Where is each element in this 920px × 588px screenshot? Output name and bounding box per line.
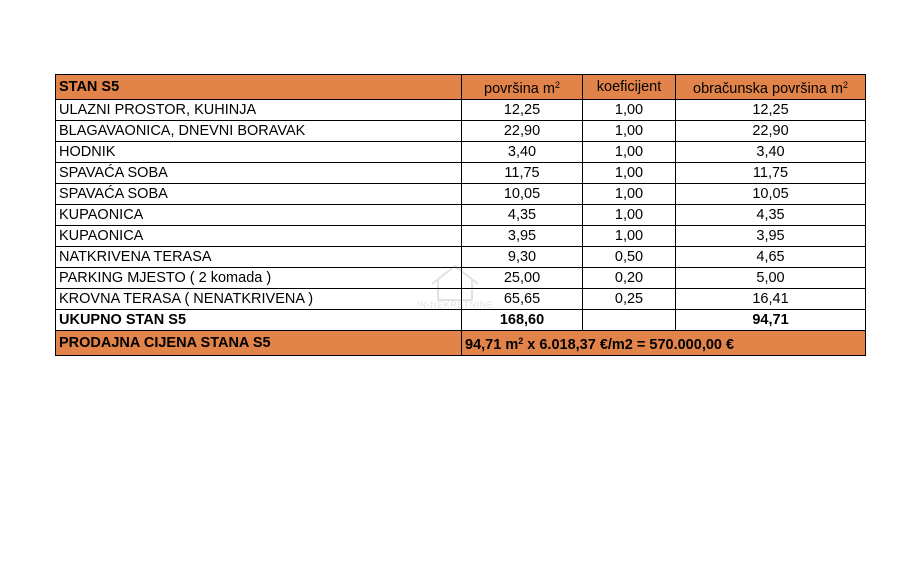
- table-row: [56, 226, 866, 247]
- calculated-area-cell: 3,40: [676, 142, 866, 163]
- total-calculated-area: 94,71: [676, 310, 866, 331]
- room-name-cell: PARKING MJESTO ( 2 komada ): [56, 268, 462, 289]
- price-formula-superscript: 2: [518, 336, 524, 346]
- calculated-area-column-superscript: 2: [842, 80, 848, 90]
- area-column-superscript: 2: [554, 80, 560, 90]
- price-formula-area: 94,71 m: [465, 337, 519, 353]
- total-row: [56, 310, 866, 331]
- room-name-cell: SPAVAĆA SOBA: [56, 184, 462, 205]
- coefficient-cell: 0,25: [583, 289, 676, 310]
- area-cell: 11,75: [462, 163, 583, 184]
- room-name-cell: SPAVAĆA SOBA: [56, 163, 462, 184]
- table-row: [56, 268, 866, 289]
- watermark-text: IN-NEKRETNINE: [416, 300, 494, 310]
- table-row: [56, 247, 866, 268]
- calculated-area-cell: 4,65: [676, 247, 866, 268]
- calculated-area-cell: 4,35: [676, 205, 866, 226]
- coefficient-column-header: koeficijent: [583, 75, 676, 100]
- calculated-area-column-label: obračunska površina m: [693, 81, 843, 97]
- area-cell: 3,95: [462, 226, 583, 247]
- coefficient-cell: 1,00: [583, 121, 676, 142]
- total-label: UKUPNO STAN S5: [56, 310, 462, 331]
- room-name-cell: KUPAONICA: [56, 226, 462, 247]
- apartment-area-table: [55, 74, 866, 356]
- area-column-label: površina m: [484, 81, 555, 97]
- table-row: [56, 289, 866, 310]
- area-cell: 22,90: [462, 121, 583, 142]
- calculated-area-cell: 5,00: [676, 268, 866, 289]
- table-row: [56, 163, 866, 184]
- coefficient-cell: 0,50: [583, 247, 676, 268]
- area-cell: 9,30: [462, 247, 583, 268]
- price-label: PRODAJNA CIJENA STANA S5: [56, 331, 462, 356]
- area-cell: 3,40: [462, 142, 583, 163]
- area-cell: 25,00: [462, 268, 583, 289]
- room-name-cell: HODNIK: [56, 142, 462, 163]
- coefficient-cell: 1,00: [583, 184, 676, 205]
- calculated-area-cell: 11,75: [676, 163, 866, 184]
- price-formula-total: x 6.018,37 €/m2 = 570.000,00 €: [523, 337, 735, 353]
- table-header-row: [56, 75, 866, 100]
- room-name-cell: ULAZNI PROSTOR, KUHINJA: [56, 100, 462, 121]
- table-row: [56, 184, 866, 205]
- table-row: [56, 121, 866, 142]
- area-cell: 65,65: [462, 289, 583, 310]
- coefficient-cell: 1,00: [583, 142, 676, 163]
- room-name-cell: KROVNA TERASA ( NENATKRIVENA ): [56, 289, 462, 310]
- total-area: 168,60: [462, 310, 583, 331]
- calculated-area-cell: 3,95: [676, 226, 866, 247]
- coefficient-cell: 0,20: [583, 268, 676, 289]
- calculated-area-cell: 16,41: [676, 289, 866, 310]
- price-row: [56, 331, 866, 356]
- table-row: [56, 100, 866, 121]
- coefficient-cell: 1,00: [583, 205, 676, 226]
- total-coefficient: [583, 310, 676, 331]
- room-name-cell: KUPAONICA: [56, 205, 462, 226]
- area-cell: 12,25: [462, 100, 583, 121]
- area-column-header: [462, 75, 583, 100]
- coefficient-cell: 1,00: [583, 226, 676, 247]
- calculated-area-column-header: [676, 75, 866, 100]
- table-row: [56, 205, 866, 226]
- calculated-area-cell: 22,90: [676, 121, 866, 142]
- calculated-area-cell: 12,25: [676, 100, 866, 121]
- coefficient-cell: 1,00: [583, 163, 676, 184]
- room-name-cell: NATKRIVENA TERASA: [56, 247, 462, 268]
- apartment-title: STAN S5: [56, 75, 462, 100]
- price-formula: [462, 331, 866, 356]
- table-row: [56, 142, 866, 163]
- calculated-area-cell: 10,05: [676, 184, 866, 205]
- area-cell: 10,05: [462, 184, 583, 205]
- room-name-cell: BLAGAVAONICA, DNEVNI BORAVAK: [56, 121, 462, 142]
- coefficient-cell: 1,00: [583, 100, 676, 121]
- area-cell: 4,35: [462, 205, 583, 226]
